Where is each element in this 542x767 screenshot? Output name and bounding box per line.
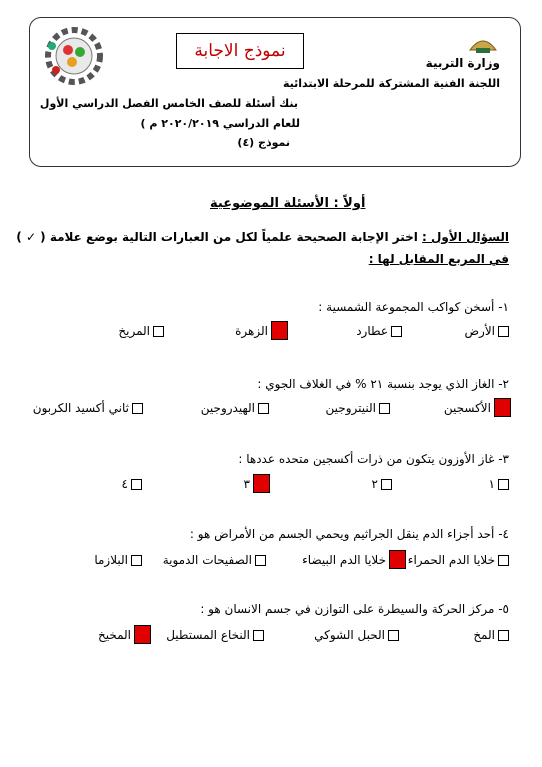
option[interactable]: الزهرة	[235, 321, 288, 340]
checkbox[interactable]	[253, 630, 264, 641]
option[interactable]: ٢	[372, 477, 392, 491]
ministry-name: وزارة التربية	[425, 56, 500, 70]
option[interactable]: المخيخ	[98, 625, 151, 644]
question-label: السؤال الأول :	[422, 230, 509, 244]
option[interactable]: الأرض	[465, 324, 509, 338]
option[interactable]: ٣	[244, 474, 270, 493]
checked-checkbox[interactable]	[271, 321, 288, 340]
checkbox[interactable]	[498, 555, 509, 566]
checkbox[interactable]	[258, 403, 269, 414]
option[interactable]: الحبل الشوكي	[314, 628, 399, 642]
question-text: ١- أسخن كواكب المجموعة الشمسية :	[318, 300, 509, 314]
option[interactable]: الصفيحات الدموية	[163, 553, 266, 567]
checkbox[interactable]	[381, 479, 392, 490]
checkbox[interactable]	[498, 326, 509, 337]
checkbox[interactable]	[255, 555, 266, 566]
section-title: أولاً : الأسئلة الموضوعية	[210, 196, 366, 211]
academic-year: للعام الدراسي ٢٠٢٠/٢٠١٩ م )	[140, 117, 300, 130]
school-emblem-icon	[44, 26, 104, 86]
model-number: نموذج (٤)	[237, 136, 290, 149]
checked-checkbox[interactable]	[134, 625, 151, 644]
checked-checkbox[interactable]	[389, 550, 406, 569]
instruction-line-2: في المربع المقابل لها :	[368, 252, 509, 266]
checkbox[interactable]	[498, 630, 509, 641]
checked-checkbox[interactable]	[253, 474, 270, 493]
option[interactable]: النيتروجين	[326, 401, 390, 415]
checkbox[interactable]	[498, 479, 509, 490]
checkbox[interactable]	[388, 630, 399, 641]
checkbox[interactable]	[153, 326, 164, 337]
option[interactable]: النخاع المستطيل	[166, 628, 264, 642]
checked-checkbox[interactable]	[494, 398, 511, 417]
option[interactable]: عطارد	[356, 324, 402, 338]
instruction-line-1	[16, 230, 509, 244]
option[interactable]: الهيدروجين	[201, 401, 269, 415]
option[interactable]: ١	[489, 477, 509, 491]
option[interactable]: ٤	[122, 477, 142, 491]
committee-name: اللجنة الفنية المشتركة للمرحلة الابتدائية	[282, 77, 500, 90]
option[interactable]: البلازما	[94, 553, 142, 567]
ministry-logo-icon	[466, 30, 500, 56]
answer-model-label: نموذج الاجابة	[176, 33, 304, 69]
option[interactable]: المخ	[473, 628, 509, 642]
checkbox[interactable]	[131, 479, 142, 490]
option[interactable]: الأكسجين	[444, 398, 511, 417]
question-text: ٥- مركز الحركة والسيطرة على التوازن في جسم الانسان هو :	[200, 602, 509, 616]
question-text: ٢- الغاز الذي يوجد بنسبة ٢١ % في الغلاف الجوي :	[257, 377, 509, 391]
bank-title: بنك أسئلة للصف الخامس الفصل الدراسي الأول	[39, 97, 298, 110]
checkbox[interactable]	[132, 403, 143, 414]
question-text: ٤- أحد أجزاء الدم ينقل الجراثيم ويحمي الجسم من الأمراض هو :	[189, 527, 509, 541]
question-text: ٣- غاز الأوزون يتكون من ذرات أكسجين متحده عددها :	[238, 452, 509, 466]
option[interactable]: ثاني أكسيد الكربون	[33, 401, 143, 415]
option[interactable]: خلايا الدم الحمراء	[408, 553, 509, 567]
checkbox[interactable]	[391, 326, 402, 337]
option[interactable]: المريخ	[118, 324, 164, 338]
checkbox[interactable]	[379, 403, 390, 414]
instruction-text: اختر الإجابة الصحيحة علمياً لكل من العبارات التالية بوضع علامة ( ✓ )	[16, 230, 418, 244]
option[interactable]: خلايا الدم البيضاء	[302, 550, 406, 569]
checkbox[interactable]	[131, 555, 142, 566]
